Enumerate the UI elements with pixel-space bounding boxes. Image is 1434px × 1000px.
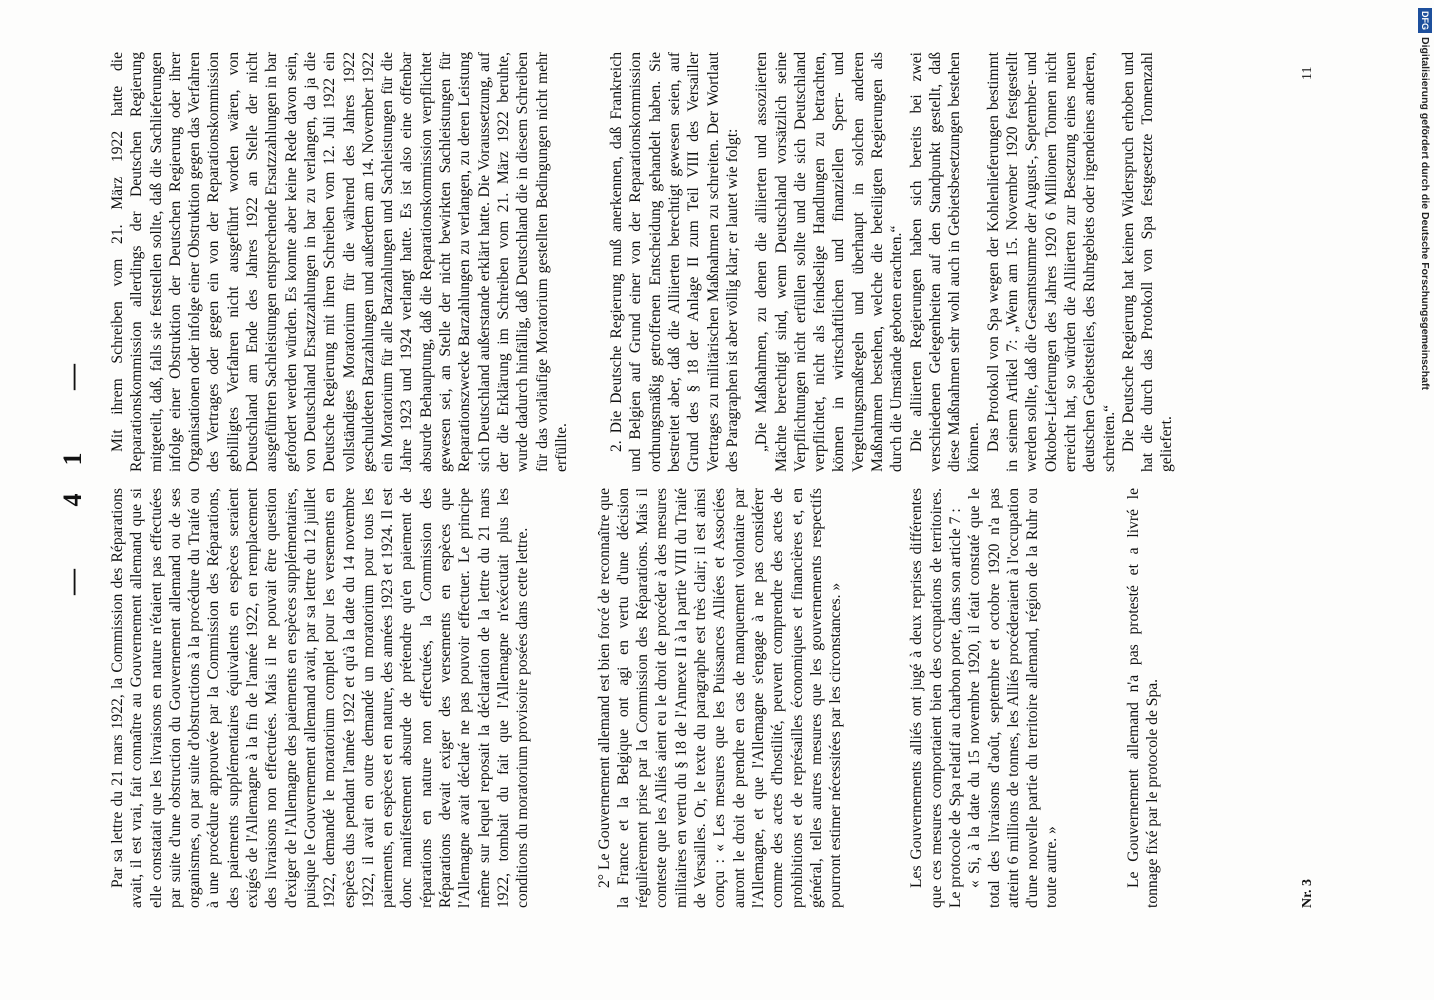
sheet-number: 11 (1300, 66, 1315, 80)
french-paragraph: Le Gouvernement allemand n'a pas protesté et a livré le tonnage fixé par le protocole de Spa. (1124, 488, 1162, 908)
french-paragraph: Par sa lettre du 21 mars 1922, la Commission des Réparations avait, il est vrai, fait connaître au Gouvernement allemand que si elle constatait que les livraisons en nature n'étaient pas effectuées par suite d'une obstruction du Gouvernement allemand ou de ses organismes, ou par suite d'obstructions à la procédure du Traité ou à une procédure approuvée par la Commission des Réparations, des paiements supplémentaires équivalents en espèces seraient exigés de l'Allemagne à la fin de l'année 1922, en remplacement des livraisons non effectuées. Mais il ne pouvait être question d'exiger de l'Allemagne des paiements en espèces supplémentaires, puisque le Gouvernement allemand avait, par sa lettre du 12 juillet 1922, demandé le moratorium complet pour les versements en espèces dus pendant l'année 1922 et qu'à la date du 14 novembre 1922, il avait en outre demandé un moratorium pour tous les paiements, en espèces et en nature, des années 1923 et 1924. Il est donc manifestement absurde de prétendre qu'en paiement de réparations en nature non effectuées, la Commission des Réparations devait exiger des versements en espèces que l'Allemagne avait déclaré ne pas pouvoir effectuer. Le principe même sur lequel reposait la déclaration de la lettre du 21 mars 1922, tombait du fait que l'Allemagne n'exécutait plus les conditions du moratorium provisoire posées dans cette lettre. (109, 488, 532, 908)
dfg-credit-strip (1418, 8, 1432, 993)
german-column (108, 52, 1288, 472)
french-paragraph: 2° Le Gouvernement allemand est bien forcé de reconnaître que la France et la Belgique ont agi en vertu d'une décision régulièrement prise par la Commission des Réparations. Mais il conteste que les Alliés aient eu le droit de procéder à des mesures militaires en vertu du § 18 de l'Annexe II à la partie VIII du Traité de Versailles. Or, le texte du paragraphe est très clair; il est ainsi conçu : « Les mesures que les Puissances Alliées et Associées auront le droit de prendre en cas de manquement volontaire par l'Allemagne, et que l'Allemagne s'engage à ne pas considérer comme des actes d'hostilité, peuvent comprendre des actes de prohibitions et de représailles économiques et financières et, en général, telles autres mesures que les gouvernements respectifs pourront estimer nécessitées par les circonstances. » (595, 488, 845, 908)
credit-text: Digitalisierung gefördert durch die Deutsche Forschungsgemeinschaft (1419, 37, 1431, 390)
german-paragraph: Mit ihrem Schreiben vom 21. März 1922 hatte die Reparationskommission allerdings der Deutschen Regierung mitgeteilt, daß, falls sie feststellen sollte, daß die Sachlieferungen infolge einer Obstruktion der Deutschen Regierung oder ihrer Organisationen oder infolge einer Obstruktion gegen das Verfahren des Vertrages oder gegen ein von der Reparationskommission gebilligtes Verfahren nicht ausgeführt worden wären, von Deutschland am Ende des Jahres 1922 an Stelle der nicht ausgeführten Sachleistungen entsprechende Ersatzzahlungen in bar gefordert werden würden. Es konnte aber keine Rede davon sein, von Deutschland Ersatzzahlungen in bar zu verlangen, da ja die Deutsche Regierung mit ihren Schreiben vom 12. Juli 1922 ein vollständiges Moratorium für die während des Jahres 1922 geschuldeten Barzahlungen und außerdem am 14. November 1922 ein Moratorium für alle Barzahlungen und Sachleistungen für die Jahre 1923 und 1924 verlangt hatte. Es ist also eine offenbar absurde Behauptung, daß die Reparationskommission verpflichtet gewesen sei, an Stelle der nicht bewirkten Sachleistungen für Reparationszwecke Barzahlungen zu verlangen, zu deren Leistung sich Deutschland außerstande erklärt hatte. Die Voraussetzung, auf der die Erklärung im Schreiben vom 21. März 1922 beruhte, wurde dadurch hinfällig, daß Deutschland die in diesem Schreiben für das vorläufige Moratorium gestellten Bedingungen nicht mehr erfüllte. (109, 52, 570, 472)
dfg-logo: DFG (1418, 8, 1432, 33)
german-paragraph: 2. Die Deutsche Regierung muß anerkennen, daß Frankreich und Belgien auf Grund einer von der Reparationskommission ordnungsmäßig getroffenen Entscheidung gehandelt haben. Sie bestreitet aber, daß die Alliierten berechtigt gewesen seien, auf Grund des § 18 der Anlage II zum Teil VIII des Versailler Vertrages zu militärischen Maßnahmen zu schreiten. Der Wortlaut des Paragraphen ist aber völlig klar; er lautet wie folgt: (608, 52, 741, 472)
german-paragraph: Das Protokoll von Spa wegen der Kohlenlieferungen bestimmt in seinem Artikel 7: „Wenn am 15. November 1920 festgestellt werden sollte, daß die Gesamtsumme der August-, September- und Oktober-Lieferungen des Jahres 1920 6 Millionen Tonnen nicht erreicht hat, so würden die Alliierten zur Besetzung eines neuen deutschen Gebietsteiles, des Ruhrgebiets oder irgendeines anderen, schreiten.“ (984, 52, 1118, 472)
french-column (108, 488, 1288, 908)
french-paragraph: Les Gouvernements alliés ont jugé à deux reprises différentes que ces mesures comportaient bien des occupations de territoires. Le protocole de Spa relatif au charbon porte, dans son article 7 : (908, 488, 964, 908)
french-paragraph: « Si, à la date du 15 novembre 1920, il était constaté que le total des livraisons d'août, septembre et octobre 1920 n'a pas atteint 6 millions de tonnes, les Alliés procéderaient à l'occupation d'une nouvelle partie du territoire allemand, région de la Ruhr ou toute autre. » (966, 488, 1061, 908)
credit-line (1418, 8, 1432, 993)
german-paragraph: Die alliierten Regierungen haben sich bereits bei zwei verschiedenen Gelegenheiten auf den Standpunkt gestellt, daß diese Maßnahmen sehr wohl auch in Gebietsbesetzungen bestehen können. (907, 52, 983, 472)
page-number: — 41 — (58, 336, 87, 595)
german-paragraph: „Die Maßnahmen, zu denen die alliierten und assoziierten Mächte berechtigt sind, wenn Deutschland vorsätzlich seine Verpflichtungen nicht erfüllen sollte und die sich Deutschland verpflichtet, nicht als feindselige Handlungen zu betrachten, können in wirtschaftlichen und finanziellen Sperr- und Vergeltungsmaßregeln und überhaupt in solchen anderen Maßnahmen bestehen, welche die beteiligten Regierungen als durch die Umstände geboten erachten.“ (753, 52, 906, 472)
page-header (20, 0, 87, 1000)
german-paragraph: Die Deutsche Regierung hat keinen Widerspruch erhoben und hat die durch das Protokoll von Spa festgesetzte Tonnenzahl geliefert. (1119, 52, 1176, 472)
signature-mark: Nr. 3 (1300, 878, 1315, 908)
